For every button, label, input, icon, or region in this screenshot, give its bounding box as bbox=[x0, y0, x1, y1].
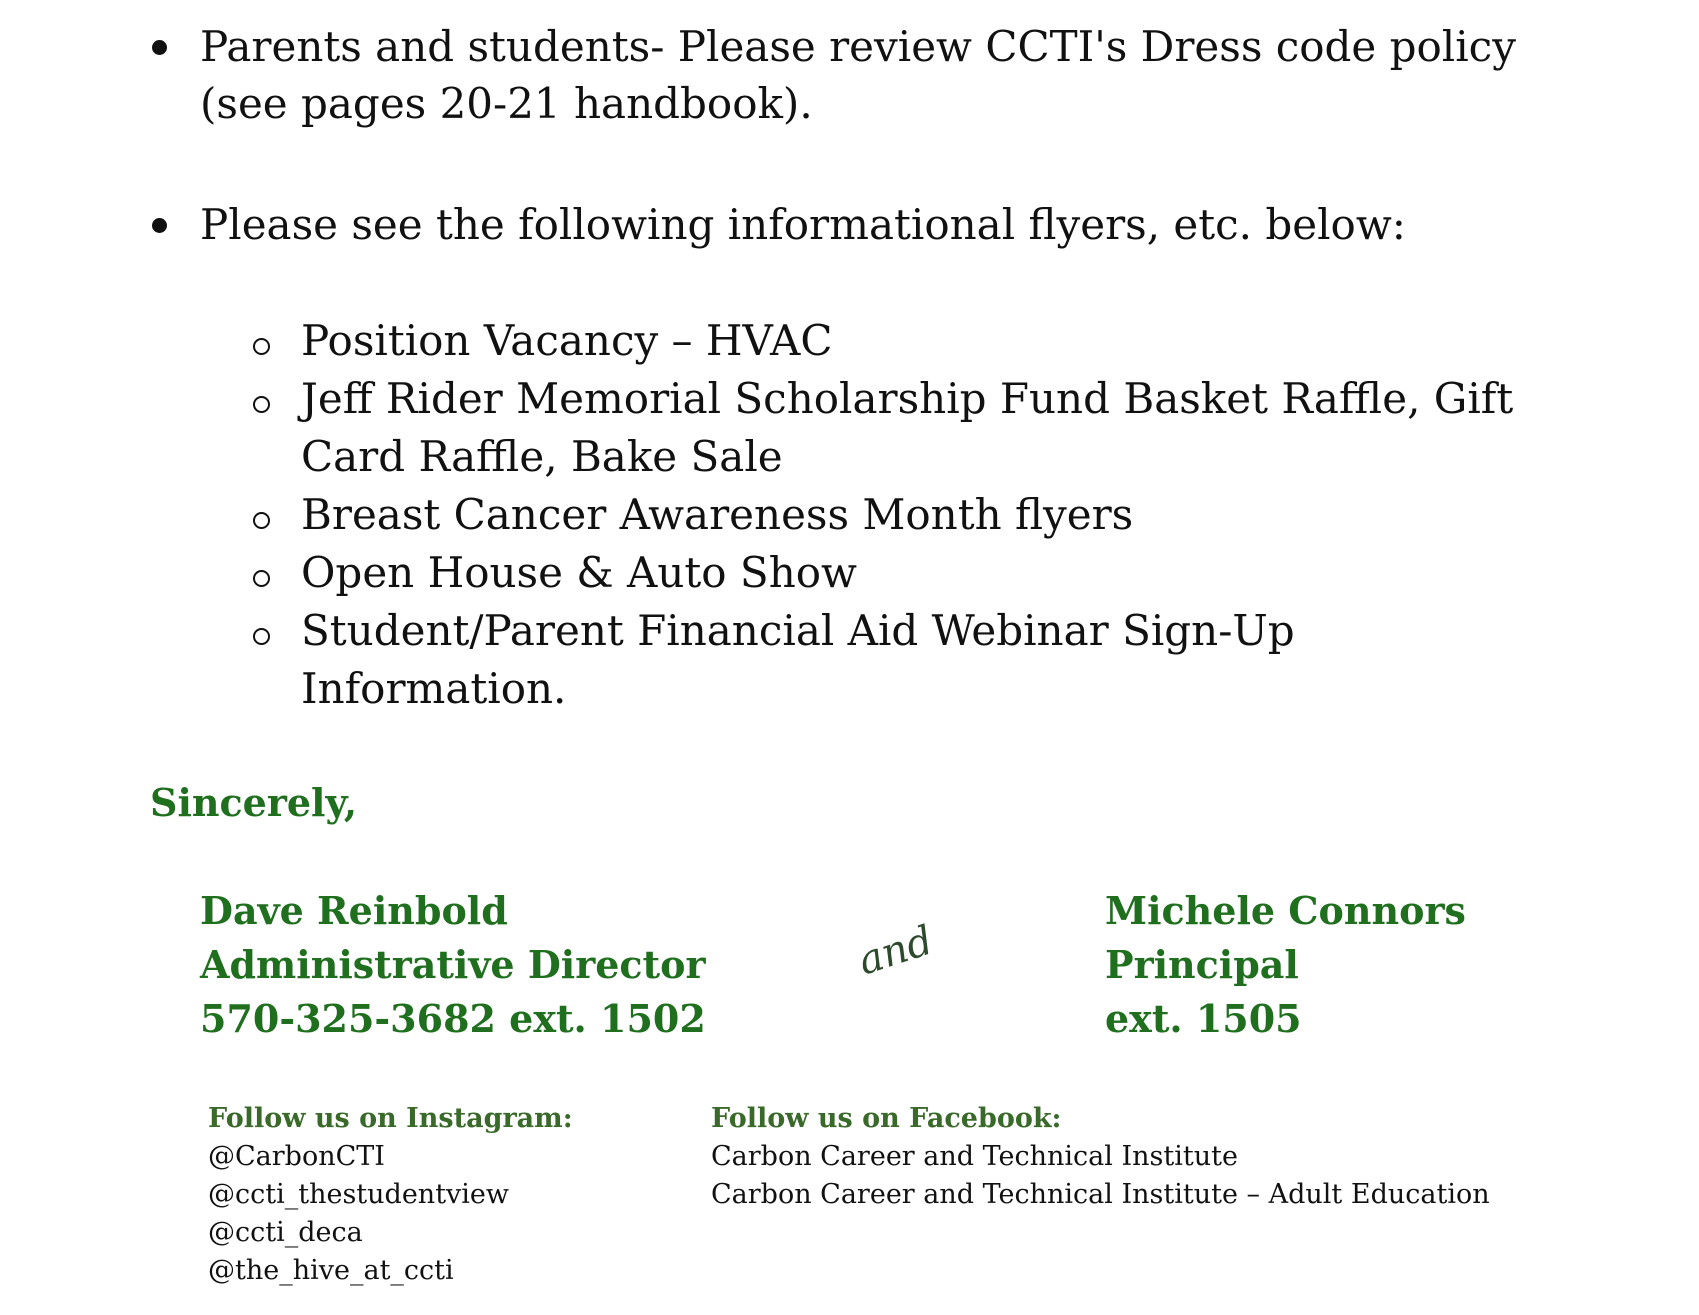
and-connector: and bbox=[852, 917, 939, 985]
facebook-page: Carbon Career and Technical Institute – Adult Education bbox=[711, 1179, 1490, 1210]
bullet-text: Parents and students- Please review CCTI's Dress code policy (see pages 20-21 handbook). bbox=[200, 22, 1516, 128]
bullet-item-dress-code bbox=[200, 18, 1540, 132]
flyer-item-financial-aid bbox=[301, 602, 1561, 718]
bullet-item-flyers bbox=[200, 196, 1540, 253]
instagram-handle: @ccti_thestudentview bbox=[208, 1179, 510, 1210]
closing-salutation: Sincerely, bbox=[150, 780, 358, 825]
instagram-handle: @CarbonCTI bbox=[208, 1141, 385, 1172]
signer-phone: 570-325-3682 ext. 1502 bbox=[200, 996, 706, 1041]
circle-bullet-icon bbox=[253, 338, 270, 355]
signer-name: Michele Connors bbox=[1105, 888, 1466, 933]
signer-title: Administrative Director bbox=[200, 942, 706, 987]
flyer-text: Position Vacancy – HVAC bbox=[301, 316, 833, 365]
bullet-dot-icon bbox=[152, 218, 167, 233]
instagram-handle: @the_hive_at_ccti bbox=[208, 1255, 454, 1286]
flyer-item-breast-cancer bbox=[301, 486, 1561, 544]
flyer-text: Jeff Rider Memorial Scholarship Fund Basket Raffle, Gift Card Raffle, Bake Sale bbox=[301, 374, 1514, 481]
instagram-heading: Follow us on Instagram: bbox=[208, 1103, 573, 1134]
flyer-item-scholarship-raffle bbox=[301, 370, 1561, 486]
flyer-item-open-house bbox=[301, 544, 1561, 602]
signer-phone: ext. 1505 bbox=[1105, 996, 1302, 1041]
instagram-handle: @ccti_deca bbox=[208, 1217, 363, 1248]
signer-title: Principal bbox=[1105, 942, 1299, 987]
instagram-section bbox=[208, 1100, 573, 1290]
facebook-heading: Follow us on Facebook: bbox=[711, 1103, 1062, 1134]
facebook-page: Carbon Career and Technical Institute bbox=[711, 1141, 1238, 1172]
bullet-text: Please see the following informational flyers, etc. below: bbox=[200, 200, 1406, 249]
circle-bullet-icon bbox=[253, 396, 270, 413]
flyer-text: Open House & Auto Show bbox=[301, 548, 857, 597]
flyer-text: Student/Parent Financial Aid Webinar Sign-Up Information. bbox=[301, 606, 1295, 713]
signature-left bbox=[200, 884, 706, 1046]
flyer-text: Breast Cancer Awareness Month flyers bbox=[301, 490, 1134, 539]
circle-bullet-icon bbox=[253, 570, 270, 587]
circle-bullet-icon bbox=[253, 512, 270, 529]
signature-right bbox=[1105, 884, 1466, 1046]
flyer-item-position-vacancy bbox=[301, 312, 1561, 370]
facebook-section bbox=[711, 1100, 1490, 1214]
bullet-dot-icon bbox=[152, 40, 167, 55]
signer-name: Dave Reinbold bbox=[200, 888, 508, 933]
circle-bullet-icon bbox=[253, 628, 270, 645]
